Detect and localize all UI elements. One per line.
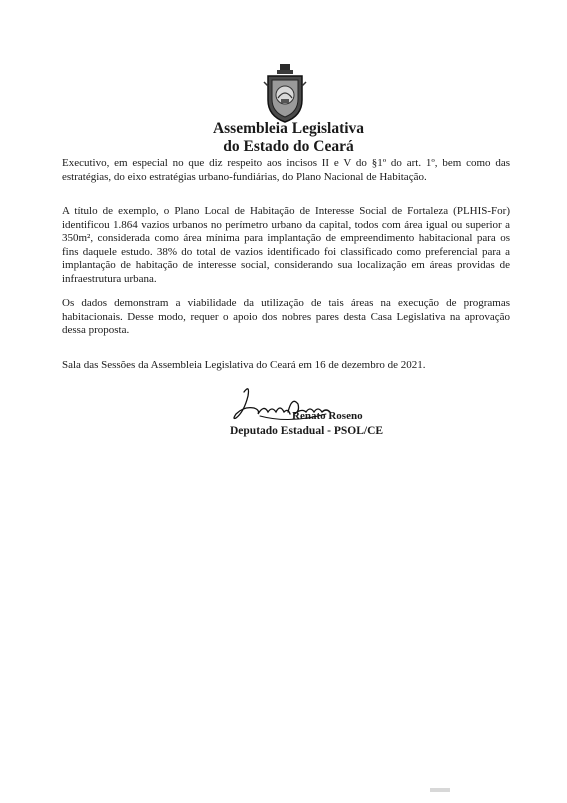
paragraph-3: Os dados demonstram a viabilidade da utilização de tais áreas na execução de programas habitacionais. Desse modo, requer o apoio dos nobres pares desta Casa Legislativa na aprovação dessa proposta. bbox=[62, 297, 510, 336]
document-header bbox=[0, 120, 567, 156]
state-coat-of-arms-icon bbox=[262, 62, 308, 124]
signature-block bbox=[230, 382, 450, 452]
scan-artifact bbox=[430, 788, 450, 792]
paragraph-4: Sala das Sessões da Assembleia Legislativa do Ceará em 16 de dezembro de 2021. bbox=[62, 359, 426, 371]
paragraph-2: A título de exemplo, o Plano Local de Habitação de Interesse Social de Fortaleza (PLHIS-For) identificou 1.864 vazios urbanos no perímetro urbano da capital, todos com área igual ou superior a 350m², considerada como área mínima para implantação de empreendimento habitacional para os fins daquele estudo. 38% do total de vazios identificado foi classificado como preferencial para a implantação de habitação de interesse social, considerando sua localização em áreas providas de infraestrutura urbana. bbox=[62, 205, 510, 285]
paragraph-1: Executivo, em especial no que diz respeito aos incisos II e V do §1º do art. 1º, bem como das estratégias, do eixo estratégias urbano-fundiárias, do Plano Nacional de Habitação. bbox=[62, 157, 510, 183]
signer-title: Deputado Estadual - PSOL/CE bbox=[230, 425, 384, 437]
header-line-1: Assembleia Legislativa bbox=[212, 120, 365, 137]
signer-name: Renato Roseno bbox=[292, 410, 363, 422]
header-line-2: do Estado do Ceará bbox=[223, 138, 354, 155]
